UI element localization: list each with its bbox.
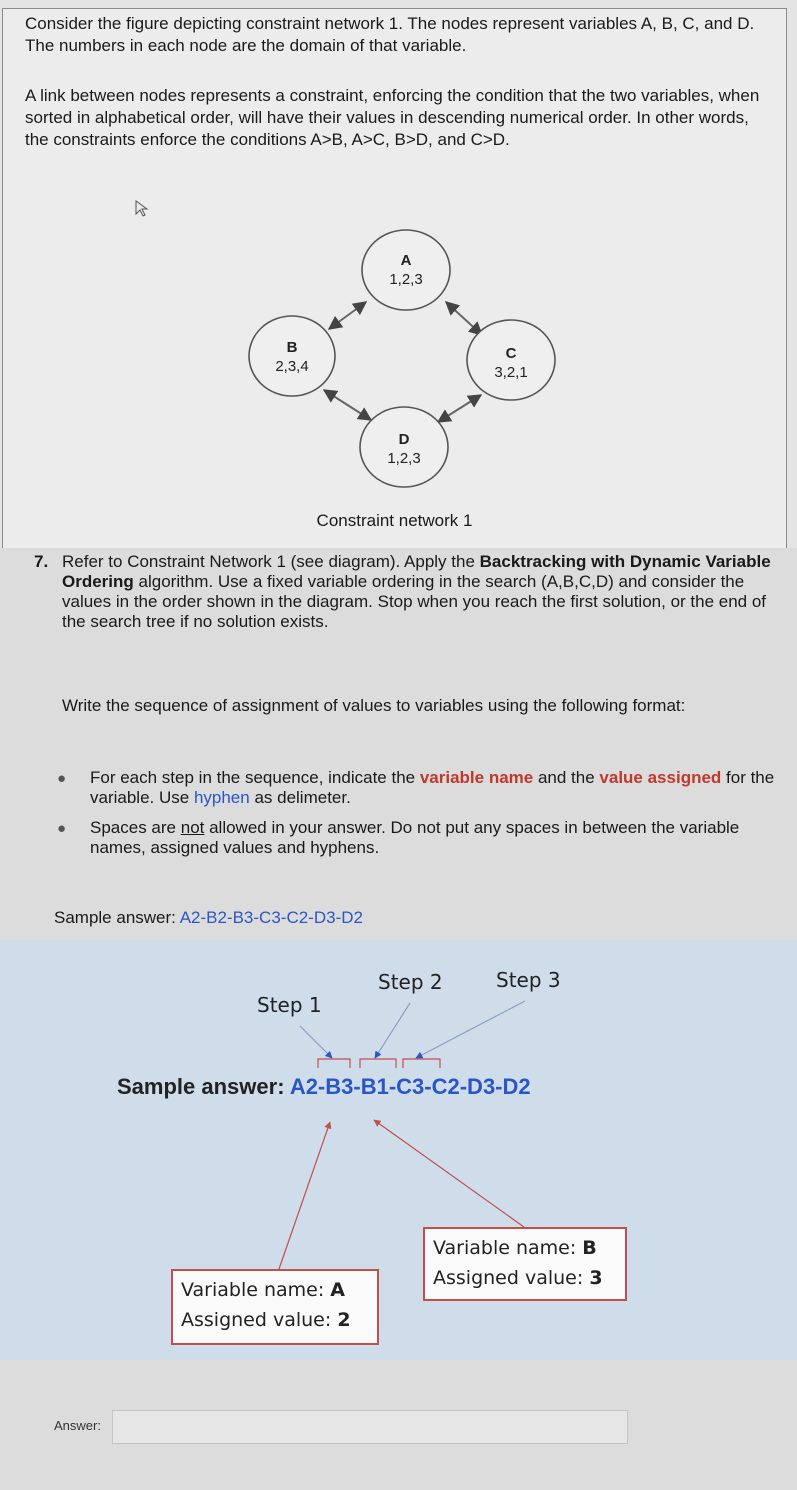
step-3-arrow: [416, 1001, 525, 1058]
step-2-arrow: [375, 1003, 410, 1058]
bullet-dot: ●: [57, 820, 67, 837]
step-3-label: Step 3: [496, 968, 561, 992]
figure-constraint-text: A link between nodes represents a constraint, enforcing the condition that the two variables, when sorted in alphabetical order, will have their values in descending numerical order. In other words, the constraints enforce the conditions A>B, A>C, B>D, and C>D.: [25, 86, 760, 149]
step-1-label: Step 1: [257, 993, 322, 1017]
callout-a-arrow: [279, 1122, 330, 1269]
node-c-name: C: [505, 345, 517, 362]
sample-answer: Sample answer: A2-B2-B3-C3-C2-D3-D2: [54, 908, 363, 927]
illustration-sample-answer: Sample answer: A2-B3-B1-C3-C2-D3-D2: [117, 1074, 531, 1099]
question-text: Refer to Constraint Network 1 (see diagram). Apply the Backtracking with Dynamic Variable Ordering algorithm. Use a fixed variable ordering in the search (A,B,C,D) and consider the values in the order shown in the diagram. Stop when you reach the first solution, or the end of the search tree if no solution exists.: [62, 552, 771, 631]
question-section: [0, 548, 797, 940]
step-2-bracket: [360, 1059, 396, 1068]
figure-box: [2, 8, 787, 550]
edge-c-d: [438, 395, 481, 422]
node-d: [360, 407, 448, 487]
node-b-domain: 2,3,4: [275, 358, 309, 375]
network-caption: Constraint network 1: [316, 511, 473, 530]
edge-b-d: [324, 390, 371, 420]
node-a-domain: 1,2,3: [389, 271, 423, 288]
node-c: [467, 320, 555, 400]
bullet-2-text: Spaces are not allowed in your answer. Do not put any spaces in between the variable names, assigned values and hyphens.: [90, 818, 740, 857]
node-d-domain: 1,2,3: [387, 450, 421, 467]
constraint-network-diagram: [3, 9, 786, 549]
step-2-label: Step 2: [378, 970, 443, 994]
node-d-name: D: [398, 431, 410, 448]
node-c-domain: 3,2,1: [494, 364, 528, 381]
bullet-dot: ●: [57, 770, 67, 787]
illustration-sample-value: A2-B3-B1-C3-C2-D3-D2: [289, 1074, 531, 1099]
callout-variable-b: Variable name: B Assigned value: 3: [423, 1227, 627, 1301]
bullet-1-text: For each step in the sequence, indicate the variable name and the value assigned for the variable. Use hyphen as delimeter.: [90, 768, 775, 807]
sample-illustration: [0, 940, 797, 1360]
algorithm-name: Backtracking with Dynamic Variable Ordering: [62, 552, 771, 591]
node-b: [249, 316, 335, 396]
callout-variable-a: Variable name: A Assigned value: 2: [171, 1269, 379, 1345]
mouse-cursor-icon: [136, 201, 147, 216]
format-instruction: Write the sequence of assignment of values to variables using the following format:: [62, 696, 686, 715]
step-1-arrow: [300, 1026, 332, 1058]
step-1-bracket: [318, 1059, 350, 1068]
callout-b-arrow: [374, 1120, 524, 1227]
answer-label: Answer:: [54, 1418, 101, 1433]
edge-a-c: [446, 302, 482, 335]
step-3-bracket: [403, 1059, 440, 1068]
edge-a-b: [329, 302, 366, 329]
figure-intro-text: Consider the figure depicting constraint network 1. The nodes represent variables A, B, C, and D. The numbers in each node are the domain of that variable.: [25, 14, 755, 55]
answer-section: [0, 1360, 797, 1490]
sample-answer-value: A2-B2-B3-C3-C2-D3-D2: [179, 908, 363, 927]
answer-input[interactable]: [112, 1410, 628, 1444]
node-a: [362, 230, 450, 310]
annotation-arrows: [0, 940, 797, 1360]
node-b-name: B: [286, 339, 298, 356]
question-number: 7.: [34, 552, 49, 571]
node-a-name: A: [400, 252, 412, 269]
